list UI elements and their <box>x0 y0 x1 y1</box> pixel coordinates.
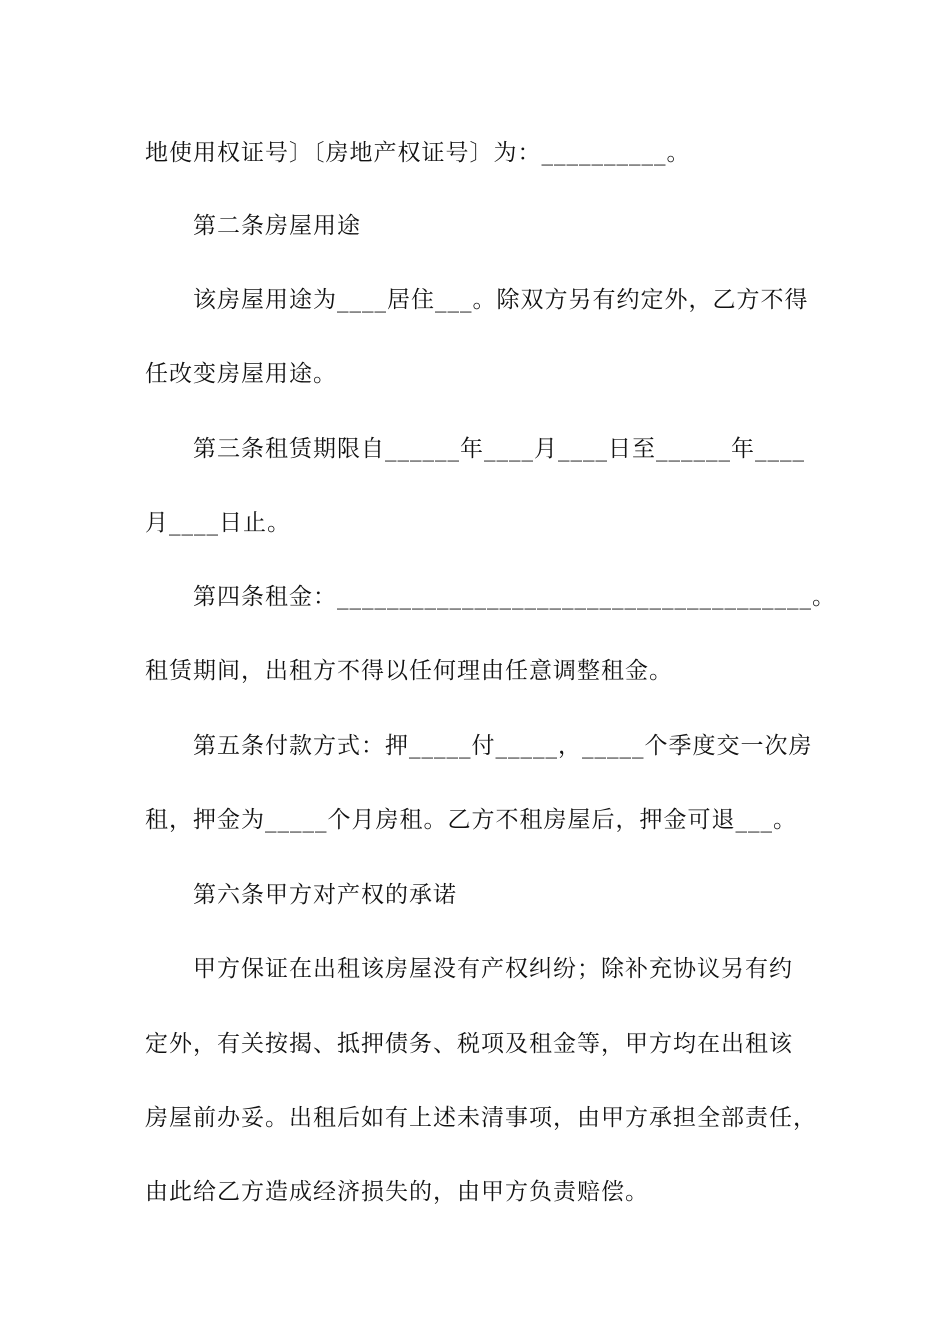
text-line-article-6-2: 定外，有关按揭、抵押债务、税项及租金等，甲方均在出租该 <box>145 1031 793 1057</box>
text-line-article-5-cont: 租，押金为_____个月房租。乙方不租房屋后，押金可退___。 <box>145 807 797 833</box>
text-line-rent-adjust: 租赁期间，出租方不得以任何理由任意调整租金。 <box>145 658 673 684</box>
heading-article-2: 第二条房屋用途 <box>193 213 361 239</box>
text-line-article-3: 第三条租赁期限自______年____月____日至______年____ <box>193 436 805 462</box>
text-line-usage: 该房屋用途为____居住___。除双方另有约定外，乙方不得 <box>193 287 809 313</box>
text-line-article-6-3: 房屋前办妥。出租后如有上述未清事项，由甲方承担全部责任， <box>145 1105 817 1131</box>
text-line-article-3-cont: 月____日止。 <box>145 510 291 536</box>
text-line-cert-number: 地使用权证号〕〔房地产权证号〕为：__________。 <box>145 140 691 166</box>
heading-article-6: 第六条甲方对产权的承诺 <box>193 882 457 908</box>
text-line-usage-cont: 任改变房屋用途。 <box>145 361 337 387</box>
text-line-article-5: 第五条付款方式：押_____付_____，_____个季度交一次房 <box>193 733 813 759</box>
text-line-article-6-4: 由此给乙方造成经济损失的，由甲方负责赔偿。 <box>145 1179 649 1205</box>
text-line-article-4: 第四条租金：______________________________________。 <box>193 584 836 610</box>
text-line-article-6-1: 甲方保证在出租该房屋没有产权纠纷；除补充协议另有约 <box>193 956 793 982</box>
